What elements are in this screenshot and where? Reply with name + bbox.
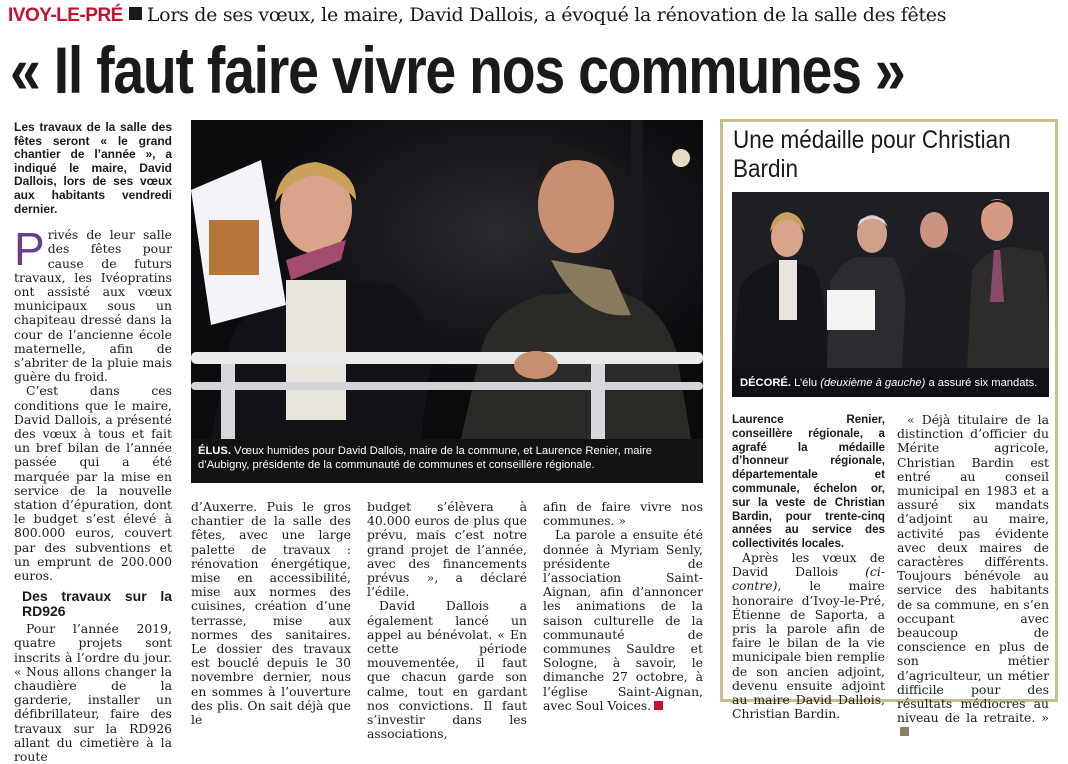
sidebar-column-2	[897, 412, 1049, 726]
article-lead: Les travaux de la salle des fêtes seront « le grand chantier de l’année », a indiqué le maire, David Dallois, lors de ses vœux aux habitants vendredi dernier.	[14, 120, 172, 216]
sidebar-caption-lead: DÉCORÉ.	[740, 377, 791, 389]
sidebar-end-mark-icon	[900, 727, 909, 736]
main-photo	[191, 120, 703, 483]
sidebar-paragraph-2-text: « Déjà titulaire de la distinction d’officier du Mérite agricole, Christian Bardin est entré au conseil municipal en 1983 et a assuré six mandats d’adjoint au maire, activité pas évidente avec deux maires de caractères différents. Toujours bénévole au service des habitants de sa commune, en s’en occupant avec beaucoup de conscience en plus de son métier d’agriculteur, un métier difficile pour des résultats médiocres au niveau de la retraite. »	[897, 412, 1049, 726]
sidebar-caption-text-b: a assuré six mandats.	[925, 377, 1038, 389]
headline: « Il faut faire vivre nos communes »	[10, 33, 905, 107]
square-bullet-icon	[129, 7, 142, 20]
article-subheading: Des travaux sur la RD926	[22, 588, 172, 620]
location-label: IVOY-LE-PRÉ	[8, 5, 123, 26]
end-mark-icon	[654, 701, 663, 710]
main-photo-illustration	[191, 120, 703, 439]
sidebar-paragraph-1	[732, 551, 885, 721]
sidebar-p1-italic: (ci-contre)	[732, 564, 885, 594]
article-paragraph-3: Pour l’année 2019, quatre projets sont inscrits à l’ordre du jour. « Nous allons changer la chaudière de la garderie, installer un défibrillateur, faire des travaux sur la RD926 allant du cimetière à la route	[14, 621, 172, 764]
sidebar-photo	[732, 192, 1049, 397]
article-column-3	[367, 499, 527, 742]
column-2-text: d’Auxerre. Puis le gros chantier de la salle des fêtes, avec une large palette de travaux : rénovation énergétique, mise en accessibilité, mise aux normes des cuisines, création d’une terrasse, mise aux normes des sanitaires. Le dossier des travaux est bouclé depuis le 30 novembre dernier, nous en sommes à l’ouverture des plis. On sait déjà que le	[191, 499, 351, 728]
column-4-paragraph-1: afin de faire vivre nos communes. »	[543, 499, 703, 529]
column-4-paragraph-2	[543, 528, 703, 713]
sidebar-photo-illustration	[732, 192, 1049, 368]
sidebar-paragraph-2	[897, 413, 1049, 740]
article-column-2	[191, 499, 351, 728]
sidebar-title: Une médaille pour Christian Bardin	[733, 126, 1011, 183]
article-column-1	[14, 120, 172, 764]
sidebar-p1-b: , le maire honoraire d’Ivoy-le-Pré, Étienne de Saporta, a pris la parole afin de faire le bilan de la vie municipale bien remplie de son ancien adjoint, devenu ensuite adjoint au maire David Dallois, Christian Bardin.	[732, 578, 885, 722]
kicker-line	[8, 4, 1058, 32]
sidebar-box	[720, 119, 1058, 726]
column-3-paragraph-1: budget s’élèvera à 40.000 euros de plus que prévu, mais c’est notre grand projet de l’année, avec des financements prévus », a déclaré l’édile.	[367, 499, 527, 600]
kicker-subtitle: Lors de ses vœux, le maire, David Dallois, a évoqué la rénovation de la salle des fêtes	[146, 4, 947, 26]
drop-cap: P	[14, 223, 45, 276]
article-paragraph-2: C’est dans ces conditions que le maire, David Dallois, a présenté des vœux à tous et fait un bref bilan de l’année passée qui a été marquée par la mise en service de la nouvelle station d’épuration, dont le budget s’est élevé à 800.000 euros, couvert par des subventions et un emprunt de 200.000 euros.	[14, 383, 172, 584]
main-photo-caption	[191, 439, 703, 483]
sidebar-caption-italic: (deuxième à gauche)	[820, 377, 926, 389]
sidebar-column-1	[732, 413, 885, 722]
sidebar-p1-a: Après les vœux de David Dallois	[732, 549, 885, 580]
article-column-4	[543, 499, 703, 713]
article-paragraph-1	[14, 223, 172, 385]
paragraph-1-text: rivés de leur salle des fêtes pour cause de futurs travaux, les Ivéopratins ont assisté aux vœux municipaux sous un chapiteau dressé dans la cour de l’ancienne école maternelle, afin de s’abriter de la pluie mais guère du froid.	[14, 227, 172, 385]
sidebar-lead: Laurence Renier, conseillère régionale, a agrafé la médaille d’honneur régionale, départementale et communale, échelon or, sur la veste de Christian Bardin, pour trente-cinq années au service des collectivités locales.	[732, 413, 885, 551]
column-3-paragraph-2: David Dallois a également lancé un appel au bénévolat. « En cette période mouvementée, il faut que chacun garde son calme, tout en gardant nos convictions. Il faut s’investir dans les associations,	[367, 598, 527, 742]
caption-lead: ÉLUS.	[198, 445, 231, 457]
column-4-paragraph-2-text: La parole a ensuite été donnée à Myriam Senly, présidente de l’association Saint-Aignan, afin d’annoncer les animations de la saison culturelle de la communauté de communes Sauldre et Sologne, à savoir, le dimanche 27 octobre, à l’église Saint-Aignan, avec Soul Voices.	[543, 527, 703, 713]
sidebar-photo-caption	[732, 368, 1049, 397]
caption-text: Vœux humides pour David Dallois, maire de la commune, et Laurence Renier, maire d’Aubigny, présidente de la communauté de communes et conseillère régionale.	[198, 445, 652, 471]
sidebar-caption-text-a: L’élu	[790, 377, 821, 389]
